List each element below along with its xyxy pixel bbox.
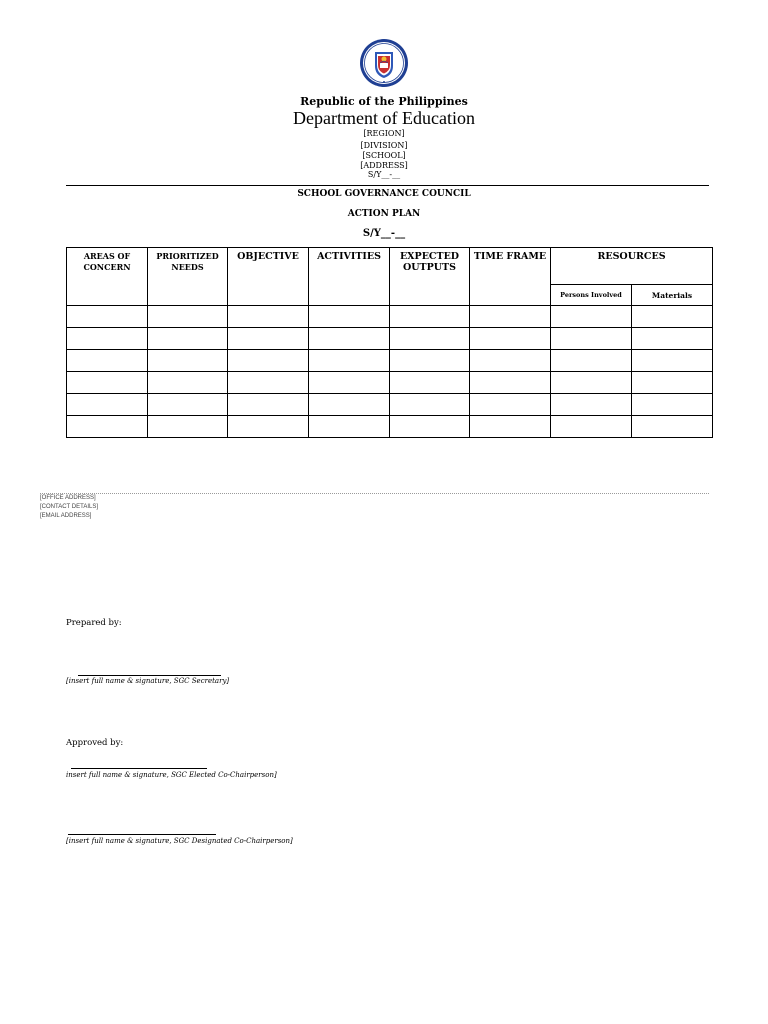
header-persons-involved: Persons Involved bbox=[551, 285, 632, 306]
header-areas-of-concern: AREAS OF CONCERN bbox=[67, 248, 148, 306]
contact-details-placeholder: [CONTACT DETAILS] bbox=[40, 504, 99, 510]
table-cell[interactable] bbox=[470, 350, 551, 372]
table-cell[interactable] bbox=[228, 306, 309, 328]
header-materials: Materials bbox=[632, 285, 713, 306]
office-address-placeholder: [OFFICE ADDRESS] bbox=[40, 495, 96, 501]
table-cell[interactable] bbox=[228, 394, 309, 416]
table-cell[interactable] bbox=[228, 372, 309, 394]
table-cell[interactable] bbox=[67, 372, 148, 394]
table-cell[interactable] bbox=[470, 394, 551, 416]
designated-cochair-signature-line[interactable] bbox=[68, 834, 216, 835]
prepared-by-label: Prepared by: bbox=[66, 618, 122, 628]
table-cell[interactable] bbox=[390, 416, 470, 438]
table-row bbox=[67, 328, 713, 350]
table-cell[interactable] bbox=[470, 372, 551, 394]
table-cell[interactable] bbox=[390, 350, 470, 372]
table-cell[interactable] bbox=[67, 416, 148, 438]
table-cell[interactable] bbox=[390, 328, 470, 350]
table-cell[interactable] bbox=[148, 350, 228, 372]
header-expected-outputs: EXPECTED OUTPUTS bbox=[390, 248, 470, 306]
table-cell[interactable] bbox=[390, 306, 470, 328]
table-cell[interactable] bbox=[148, 328, 228, 350]
table-cell[interactable] bbox=[67, 306, 148, 328]
email-address-placeholder: [EMAIL ADDRESS] bbox=[40, 513, 92, 519]
deped-seal-icon bbox=[359, 38, 409, 88]
approved-by-label: Approved by: bbox=[66, 738, 124, 748]
table-cell[interactable] bbox=[632, 328, 713, 350]
table-cell[interactable] bbox=[309, 328, 390, 350]
table-cell[interactable] bbox=[67, 328, 148, 350]
school-placeholder: [SCHOOL] bbox=[362, 151, 406, 160]
table-cell[interactable] bbox=[390, 372, 470, 394]
table-cell[interactable] bbox=[228, 328, 309, 350]
table-cell[interactable] bbox=[551, 416, 632, 438]
table-row bbox=[67, 306, 713, 328]
table-cell[interactable] bbox=[551, 306, 632, 328]
table-cell[interactable] bbox=[551, 394, 632, 416]
designated-cochair-signature-note: [insert full name & signature, SGC Designated Co-Chairperson] bbox=[66, 837, 293, 845]
action-plan-table bbox=[66, 247, 713, 438]
header-activities: ACTIVITIES bbox=[309, 248, 390, 306]
header-prioritized-needs: PRIORITIZED NEEDS bbox=[148, 248, 228, 306]
school-year-title: S/Y__-__ bbox=[362, 228, 406, 239]
school-year-header: S/Y__-__ bbox=[367, 170, 401, 179]
table-cell[interactable] bbox=[228, 350, 309, 372]
table-cell[interactable] bbox=[148, 306, 228, 328]
table-cell[interactable] bbox=[551, 350, 632, 372]
table-cell[interactable] bbox=[309, 416, 390, 438]
table-cell[interactable] bbox=[470, 416, 551, 438]
table-cell[interactable] bbox=[67, 350, 148, 372]
table-cell[interactable] bbox=[309, 394, 390, 416]
table-cell[interactable] bbox=[632, 350, 713, 372]
council-title: SCHOOL GOVERNANCE COUNCIL bbox=[297, 189, 471, 199]
table-row bbox=[67, 350, 713, 372]
table-cell[interactable] bbox=[148, 372, 228, 394]
footer-divider bbox=[40, 493, 709, 494]
table-cell[interactable] bbox=[309, 372, 390, 394]
table-cell[interactable] bbox=[470, 328, 551, 350]
header-time-frame: TIME FRAME bbox=[470, 248, 551, 306]
table-cell[interactable] bbox=[390, 394, 470, 416]
table-cell[interactable] bbox=[148, 394, 228, 416]
table-cell[interactable] bbox=[632, 306, 713, 328]
header-objective: OBJECTIVE bbox=[228, 248, 309, 306]
secretary-signature-line[interactable] bbox=[78, 675, 221, 676]
header-divider bbox=[66, 185, 709, 186]
table-cell[interactable] bbox=[228, 416, 309, 438]
table-row bbox=[67, 416, 713, 438]
republic-heading: Republic of the Philippines bbox=[300, 95, 468, 108]
table-cell[interactable] bbox=[309, 350, 390, 372]
action-plan-title: ACTION PLAN bbox=[347, 209, 421, 219]
department-title: Department of Education bbox=[293, 108, 475, 128]
table-cell[interactable] bbox=[632, 394, 713, 416]
elected-cochair-signature-note: insert full name & signature, SGC Elected Co-Chairperson] bbox=[66, 771, 277, 779]
table-cell[interactable] bbox=[632, 372, 713, 394]
region-placeholder: [REGION] bbox=[363, 129, 405, 138]
table-cell[interactable] bbox=[551, 372, 632, 394]
table-cell[interactable] bbox=[67, 394, 148, 416]
table-cell[interactable] bbox=[148, 416, 228, 438]
division-placeholder: [DIVISION] bbox=[360, 141, 408, 150]
table-row bbox=[67, 372, 713, 394]
table-cell[interactable] bbox=[551, 328, 632, 350]
address-placeholder: [ADDRESS] bbox=[360, 161, 408, 170]
table-cell[interactable] bbox=[632, 416, 713, 438]
elected-cochair-signature-line[interactable] bbox=[71, 768, 207, 769]
header-resources: RESOURCES bbox=[551, 248, 713, 285]
table-row bbox=[67, 394, 713, 416]
table-cell[interactable] bbox=[470, 306, 551, 328]
secretary-signature-note: [insert full name & signature, SGC Secretary] bbox=[66, 677, 230, 685]
table-cell[interactable] bbox=[309, 306, 390, 328]
